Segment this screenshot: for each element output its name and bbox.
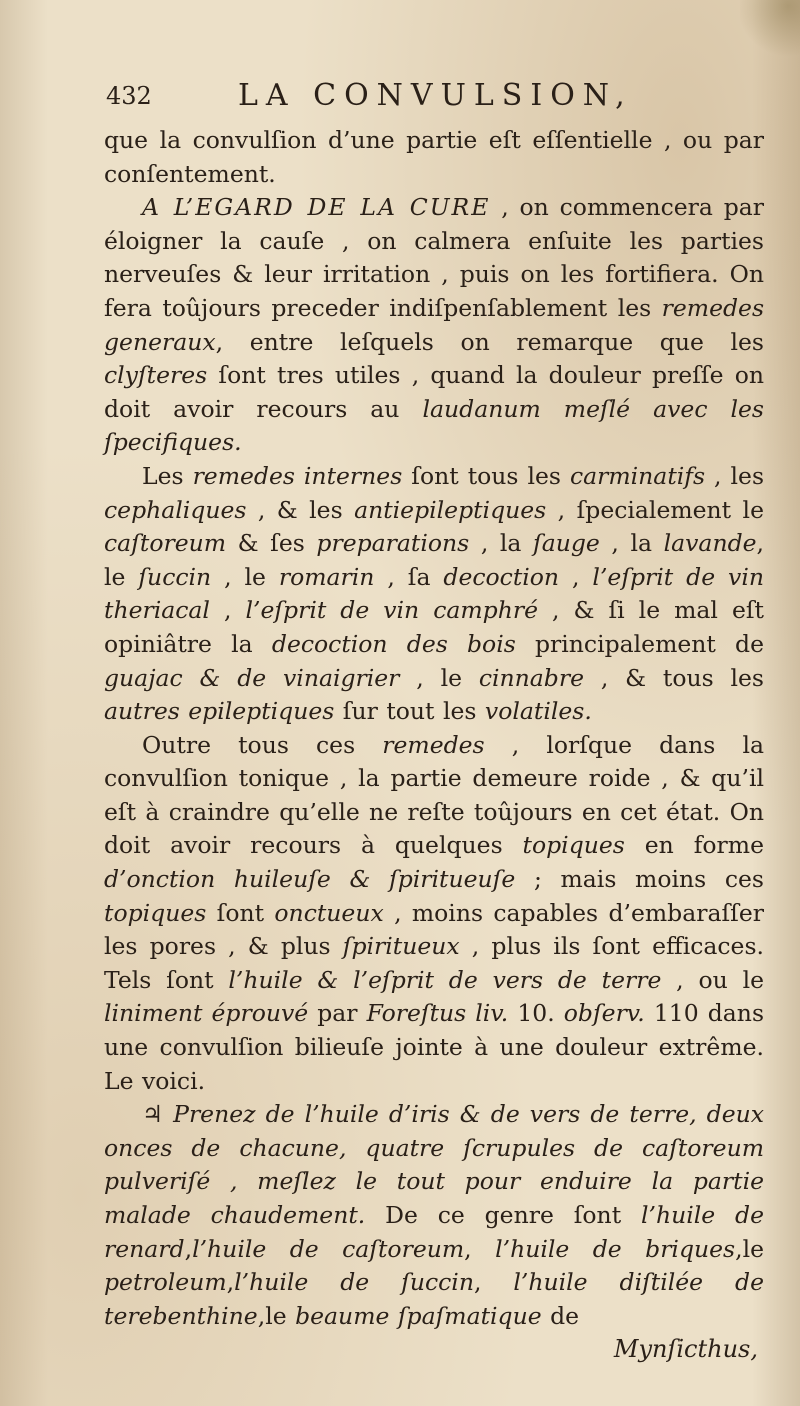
text-run: ,le bbox=[735, 1234, 764, 1263]
text-run: , ou le bbox=[661, 965, 764, 994]
italic-text: onctueux bbox=[274, 898, 384, 927]
text-run: ,le bbox=[257, 1301, 296, 1330]
text-run: , bbox=[184, 1234, 193, 1263]
italic-text: obſerv. bbox=[563, 999, 645, 1028]
text-run: , le bbox=[211, 562, 279, 591]
text-run: Outre tous ces bbox=[142, 730, 383, 759]
text-run: que la convulſion d’une partie eſt eſſentielle , ou par conſentement. bbox=[104, 126, 764, 188]
text-run: , bbox=[209, 596, 246, 625]
italic-text: l’huile & l’eſprit de vers de terre bbox=[228, 965, 662, 994]
italic-text: Foreſtus liv. bbox=[366, 999, 509, 1028]
text-run: De ce genre ſont bbox=[365, 1201, 641, 1229]
italic-text: liniment éprouvé bbox=[104, 999, 309, 1028]
italic-text: guajac & de vinaigrier bbox=[104, 663, 400, 692]
text-run: , entre leſquels on remarque que les bbox=[215, 327, 764, 356]
italic-text: autres epileptiques bbox=[104, 697, 335, 726]
italic-text: clyſteres bbox=[104, 361, 208, 390]
text-run: , plus ils ſont efficaces. Tels ſont bbox=[104, 932, 764, 994]
italic-text: l’huile diſtilée de terebenthine bbox=[104, 1268, 764, 1330]
text-run: , bbox=[559, 562, 593, 591]
text-run: ♃ bbox=[142, 1100, 174, 1129]
text-run: , la bbox=[469, 529, 534, 558]
italic-text: l’huile de ſuccin bbox=[234, 1268, 474, 1297]
text-run: , le bbox=[104, 529, 765, 591]
text-run: 110 dans une convulſion bilieuſe jointe à une douleur extrême. Le voici. bbox=[104, 999, 764, 1095]
text-run: , la bbox=[599, 529, 664, 558]
italic-text: topiques bbox=[522, 831, 625, 860]
paragraph bbox=[104, 1098, 764, 1333]
text-run: , le bbox=[399, 663, 479, 692]
running-head bbox=[104, 78, 764, 114]
text-run: , lorſque dans la convulſion tonique , la partie demeure roide , & qu’il eſt à craindre qu’elle ne reſte toûjours en cet état. On doit avoir recours à quelques bbox=[104, 730, 765, 860]
text-run: principalement de bbox=[515, 629, 765, 658]
italic-text: l’eſprit de vin camphré bbox=[245, 596, 538, 625]
italic-text: ſuccin bbox=[138, 562, 212, 591]
page-number: 432 bbox=[106, 82, 152, 110]
italic-text: cinnabre bbox=[478, 663, 584, 692]
text-run: Les bbox=[142, 461, 193, 490]
italic-text: l’huile de renard bbox=[104, 1201, 764, 1263]
italic-text: l’huile de caſtoreum bbox=[192, 1234, 465, 1263]
text-run: par bbox=[308, 999, 367, 1028]
italic-text: remedes generaux bbox=[104, 293, 764, 356]
body-text bbox=[104, 124, 764, 1333]
book-page bbox=[104, 78, 764, 1367]
text-run: , bbox=[464, 1234, 496, 1263]
text-run: ſont tous les bbox=[402, 461, 570, 490]
italic-text: petroleum bbox=[104, 1268, 227, 1297]
italic-text: cephaliques bbox=[104, 495, 247, 524]
text-run: , bbox=[473, 1268, 514, 1297]
text-run: , ſpecialement le bbox=[546, 495, 764, 524]
paragraph bbox=[104, 124, 764, 191]
text-run: , moins capables d’embaraſſer les pores , & plus bbox=[104, 898, 764, 961]
italic-text: l’eſprit de vin theriacal bbox=[104, 562, 764, 625]
italic-text: laudanum meſlé avec les ſpecifiques. bbox=[104, 394, 764, 457]
italic-text: d’onction huileuſe & ſpiritueuſe bbox=[104, 865, 516, 894]
paragraph bbox=[104, 729, 764, 1099]
paper-stain bbox=[740, 0, 800, 60]
italic-text: ſpiritueux bbox=[342, 932, 460, 961]
paragraph bbox=[104, 460, 764, 729]
italic-text: ſauge bbox=[533, 529, 600, 558]
text-run: , bbox=[226, 1268, 235, 1297]
text-run: & ſes bbox=[226, 529, 317, 558]
text-run: 10. bbox=[508, 999, 564, 1028]
text-run: ſont tres utiles , quand la douleur preſſe on doit avoir recours au bbox=[104, 361, 764, 423]
catch-word: Mynſicthus, bbox=[613, 1335, 758, 1364]
italic-text: antiepileptiques bbox=[354, 495, 547, 524]
italic-text: decoction des bois bbox=[271, 629, 516, 658]
text-run: ſur tout les bbox=[334, 697, 485, 726]
text-run: , les bbox=[705, 461, 764, 490]
italic-text: preparations bbox=[316, 529, 470, 558]
italic-text: l’huile de briques bbox=[495, 1234, 736, 1263]
text-run: , & tous les bbox=[583, 663, 764, 692]
text-run: , & les bbox=[246, 495, 355, 524]
italic-text: lavande bbox=[663, 529, 757, 558]
text-run: , & ſi le mal eſt opiniâtre la bbox=[104, 596, 764, 658]
italic-text: decoction bbox=[443, 562, 560, 591]
italic-text: Prenez de l’huile d’iris & de vers de terre, deux onces de chacune, quatre ſcrupules de caſtoreum pulveriſé , meſlez le tout pour enduire la partie malade chaudement. bbox=[104, 1100, 764, 1229]
text-run: en forme bbox=[624, 831, 764, 860]
italic-text: beaume ſpaſmatique bbox=[295, 1301, 542, 1330]
text-run: , on commencera par éloigner la cauſe , on calmera enſuite les parties nerveuſes & leur irritation , puis on les fortifiera. On fera toûjours preceder indiſpenſablement les bbox=[104, 193, 764, 322]
italic-text: romarin bbox=[278, 562, 375, 591]
text-run: ſont bbox=[206, 898, 275, 927]
italic-text: A L’EGARD DE LA CURE bbox=[142, 193, 491, 222]
paragraph bbox=[104, 191, 764, 460]
italic-text: topiques bbox=[104, 898, 207, 927]
text-run: ; mais moins ces bbox=[515, 865, 764, 894]
italic-text: caſtoreum bbox=[104, 529, 227, 558]
text-run: , ſa bbox=[374, 562, 444, 591]
italic-text: carminatifs bbox=[569, 461, 706, 490]
italic-text: volatiles. bbox=[484, 697, 592, 726]
text-run: de bbox=[541, 1301, 580, 1330]
running-title: LA CONVULSION, bbox=[238, 78, 633, 113]
italic-text: remedes bbox=[382, 730, 485, 759]
italic-text: remedes internes bbox=[192, 461, 403, 490]
